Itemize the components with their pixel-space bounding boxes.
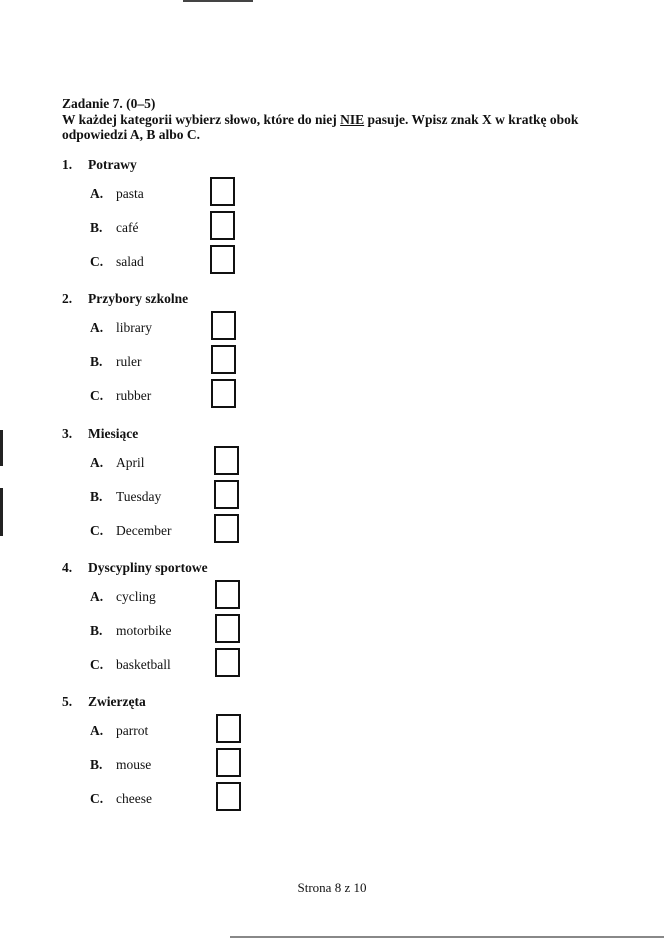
answer-checkbox-1a[interactable] xyxy=(210,177,235,206)
option-letter: A. xyxy=(90,320,104,335)
option-word: basketball xyxy=(116,657,171,672)
option-3a xyxy=(90,455,145,471)
question-category: Miesiące xyxy=(88,426,139,441)
option-5a xyxy=(90,723,148,739)
option-4a xyxy=(90,589,156,605)
option-letter: B. xyxy=(90,623,103,638)
answer-checkbox-5c[interactable] xyxy=(216,782,241,811)
option-word: rubber xyxy=(116,388,152,403)
question-3 xyxy=(62,426,138,442)
question-2 xyxy=(62,291,188,307)
task-title: Zadanie 7. (0–5) xyxy=(62,96,156,111)
option-2a xyxy=(90,320,152,336)
option-letter: A. xyxy=(90,455,104,470)
option-letter: C. xyxy=(90,523,104,538)
answer-checkbox-4c[interactable] xyxy=(215,648,240,677)
question-number: 1. xyxy=(62,157,73,172)
option-word: parrot xyxy=(116,723,149,738)
option-letter: A. xyxy=(90,723,104,738)
option-1c xyxy=(90,254,144,270)
option-word: café xyxy=(116,220,139,235)
question-number: 3. xyxy=(62,426,73,441)
option-2c xyxy=(90,388,151,404)
option-letter: B. xyxy=(90,757,103,772)
option-letter: C. xyxy=(90,791,104,806)
option-word: library xyxy=(116,320,152,335)
option-letter: B. xyxy=(90,220,103,235)
page-number: Strona 8 z 10 xyxy=(297,880,367,895)
answer-checkbox-3b[interactable] xyxy=(214,480,239,509)
answer-checkbox-1c[interactable] xyxy=(210,245,235,274)
option-letter: C. xyxy=(90,388,104,403)
question-category: Przybory szkolne xyxy=(88,291,189,306)
option-word: cycling xyxy=(116,589,156,604)
answer-checkbox-3a[interactable] xyxy=(214,446,239,475)
scan-artifact-bottom xyxy=(230,936,664,938)
answer-checkbox-4a[interactable] xyxy=(215,580,240,609)
option-word: December xyxy=(116,523,172,538)
task-instruction xyxy=(62,112,602,143)
option-4c xyxy=(90,657,171,673)
instruction-emphasis: NIE xyxy=(340,111,365,127)
answer-checkbox-2c[interactable] xyxy=(211,379,236,408)
answer-checkbox-2a[interactable] xyxy=(211,311,236,340)
question-number: 5. xyxy=(62,694,73,709)
answer-checkbox-3c[interactable] xyxy=(214,514,239,543)
option-3c xyxy=(90,523,171,539)
option-2b xyxy=(90,354,141,370)
option-word: ruler xyxy=(116,354,142,369)
answer-checkbox-5b[interactable] xyxy=(216,748,241,777)
instruction-text: W każdej kategorii wybierz słowo, które do niej xyxy=(62,111,341,127)
option-letter: B. xyxy=(90,489,103,504)
question-category: Dyscypliny sportowe xyxy=(88,560,208,575)
option-word: pasta xyxy=(116,186,144,201)
question-number: 2. xyxy=(62,291,73,306)
answer-checkbox-2b[interactable] xyxy=(211,345,236,374)
option-word: mouse xyxy=(116,757,152,772)
answer-checkbox-4b[interactable] xyxy=(215,614,240,643)
option-3b xyxy=(90,489,161,505)
option-5b xyxy=(90,757,151,773)
task-header xyxy=(62,96,602,143)
option-5c xyxy=(90,791,152,807)
option-word: motorbike xyxy=(116,623,172,638)
instruction-text: pasuje. Wpisz znak X w kratkę obok odpowiedzi A, B albo C. xyxy=(62,111,579,142)
option-4b xyxy=(90,623,172,639)
option-word: April xyxy=(116,455,145,470)
option-word: Tuesday xyxy=(116,489,162,504)
option-letter: C. xyxy=(90,254,104,269)
question-4 xyxy=(62,560,208,576)
option-word: cheese xyxy=(116,791,152,806)
option-letter: A. xyxy=(90,186,104,201)
option-letter: A. xyxy=(90,589,104,604)
scan-edge-mark xyxy=(0,488,3,536)
question-number: 4. xyxy=(62,560,73,575)
answer-checkbox-1b[interactable] xyxy=(210,211,235,240)
option-letter: C. xyxy=(90,657,104,672)
question-1 xyxy=(62,157,137,173)
answer-checkbox-5a[interactable] xyxy=(216,714,241,743)
option-word: salad xyxy=(116,254,144,269)
option-1b xyxy=(90,220,138,236)
scan-edge-mark xyxy=(0,430,3,466)
question-category: Potrawy xyxy=(88,157,137,172)
question-category: Zwierzęta xyxy=(88,694,146,709)
scan-artifact-top xyxy=(183,0,253,2)
question-5 xyxy=(62,694,146,710)
option-letter: B. xyxy=(90,354,103,369)
option-1a xyxy=(90,186,144,202)
